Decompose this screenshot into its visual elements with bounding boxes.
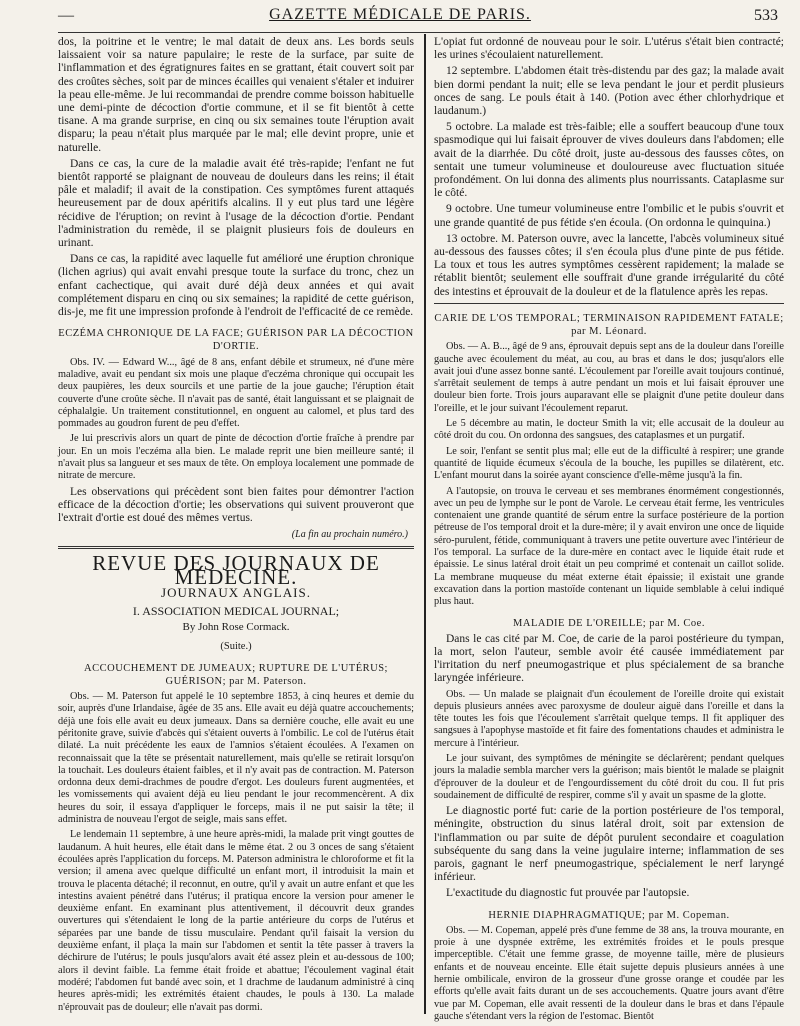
left-paragraph: Dans ce cas, la rapidité avec laquelle fut amélioré une éruption chronique (lichen agrius) qui avait envahi presque toute la surface du tronc, chez un enfant cachectique, qui avait duré déjà deux années et qui avait complétement disparu en cinq ou six semaines; la rapidité de cette guérison, dis-je, me fit une impression profonde à l'endroit de l'efficacité de ce remède. <box>58 253 414 319</box>
right-paragraph: Le jour suivant, des symptômes de méningite se déclarèrent; pendant quelques jours la maladie sembla marcher vers la guérison; mais bientôt le malade se plaignit d'éprouver de la douleur et de l'engourdissement du côté droit du cou. Il fut pris soudainement de difficulté de respirer, comme s'il y avait un spasme de la glotte. <box>434 753 784 801</box>
right-paragraph: Le 5 décembre au matin, le docteur Smith la vit; elle accusait de la douleur au côté droit du cou. On ordonna des sangsues, des cataplasmes et un purgatif. <box>434 418 784 442</box>
column-divider <box>424 34 426 1014</box>
right-paragraph: Obs. — M. Copeman, appelé près d'une femme de 38 ans, la trouva mourante, en proie à une dyspnée extrême, les extrémités froides et le pouls presque imperceptible. C'était une femme grasse, de moyenne taille, mère de plusieurs enfants et de nouveau enceinte. Elle était sujette depuis plusieurs années à une hernie ombilicale, environ de la grosseur d'une grosse orange et coudée par les efforts qu'elle avait faits durant un de ses accouchements. Quatre jours avant d'être vue par M. Copeman, elle avait ressenti de la douleur dans le bras et dans l'épaule gauche s'étendant vers la région de l'estomac. Bientôt <box>434 924 784 1022</box>
right-paragraph: 5 octobre. La malade est très-faible; elle a souffert beaucoup d'une toux spasmodique qui lui faisait éprouver de vives douleurs dans l'abdomen; elle avait de la diarrhée. Du côté droit, juste au-dessous des fausses côtes, on sentait une tumeur volumineuse et douloureuse avec fluctuation située profondément. On lui donna des aliments plus nourrissants. Cataplasme sur le côté. <box>434 121 784 200</box>
review-subtitle: JOURNAUX ANGLAIS. <box>161 584 311 600</box>
left-paragraph: Dans ce cas, la cure de la maladie avait été très-rapide; l'enfant ne fut bientôt rapporté se plaignant de nouveau de douleurs dans les reins; il était pâle et maladif; il avait de la constipation. Ces symptômes furent attaqués heureusement par de doux apéritifs alcalins. Il y eut plus tard une légère récidive de l'éruption; on revint à l'usage de la décoction d'ortie. Pendant l'administration du remède, il se plaignit plusieurs fois de douleurs en urinant. <box>58 157 414 250</box>
right-paragraph: Le soir, l'enfant se sentit plus mal; elle eut de la difficulté à respirer; une grande quantité de liquide écumeux s'écoula de la bouche, les pupilles se dilatèrent, etc. L'enfant mourut dans la soirée ayant conscience d'elle-même jusqu'à la fin. <box>434 445 784 482</box>
right-column <box>434 36 784 1026</box>
left-paragraph: Je lui prescrivis alors un quart de pinte de décoction d'ortie fraîche à prendre par jour. En un mois l'eczéma alla bien. Le malade reprit une bien meilleure santé; il n'avait plus sa langueur et ses maux de tête. On employa localement une pommade de nitrate de mercure. <box>58 433 414 482</box>
right-paragraph: Le diagnostic porté fut: carie de la portion postérieure de l'os temporal, méningite, obstruction du sinus latéral droit, soit par extension de l'inflammation ou par suite de dépôt purulent secondaire et coagulation subséquente du sang dans la veine jugulaire interne; inflammation de ses parois, gagnant le nerf pneumogastrique, spécialement le nerf laryngé inférieur. <box>434 805 784 884</box>
journal-title: GAZETTE MÉDICALE DE PARIS. <box>269 6 531 23</box>
right-paragraph: 13 octobre. M. Paterson ouvre, avec la lancette, l'abcès volumineux situé au-dessous des fausses côtes; il s'en écoula plus d'une pinte de pus fétide. La toux et tous les autres symptômes cessèrent rapidement; la malade se rétablit bientôt; seulement elle souffrait d'une grande irrégularité du côté des intestins et éprouvait de la douleur et de la flatulence après les repas. <box>434 232 784 298</box>
right-paragraph: Dans le cas cité par M. Coe, de carie de la paroi postérieure du tympan, la mort, selon l'auteur, semble avoir été causée immédiatement par l'irritation du nerf pneumogastrique et plus spécialement de sa branche laryngée inférieure. <box>434 632 784 685</box>
case-title-hernie: HERNIE DIAPHRAGMATIQUE; par M. Copeman. <box>488 909 730 921</box>
right-paragraph: Obs. — A. B..., âgé de 9 ans, éprouvait depuis sept ans de la douleur dans l'oreille gauche avec écoulement du méat, au cou, au bras et dans le dos; jusqu'alors elle avait joui d'une assez bonne santé. L'écoulement par l'oreille avait toujours continué, s'arrêtait seulement de temps à autre pendant un mois et lui faisait éprouver une douleur bien forte. Trois jours auparavant elle se plaignit d'une petite douleur dans l'oreille, et le jour suivant l'écoulement reparut. <box>434 341 784 414</box>
section-rule <box>434 303 784 304</box>
left-paragraph: Obs. — M. Paterson fut appelé le 10 septembre 1853, à cinq heures et demie du soir, auprès d'une Irlandaise, âgée de 35 ans. Elle avait eu déjà quatre accouchements; déjà une fois elle avait eu deux jumeaux. Dans sa dernière couche, elle avait eu une péritonite grave, suivie d'abcès qui s'étaient ouverts à l'ombilic. Le col de l'utérus était dilaté. La nuit précédente les eaux de l'amnios s'étaient écoulées. A l'examen on reconnaissait que la tête se présentait naturellement, mais qu'elle se retirait lorsqu'on la touchait. Les douleurs étaient faibles, et il n'y avait pas de contraction. M. Paterson ordonna deux demi-drachmes de poudre d'ergot. Les douleurs furent augmentées, et les vomissements qui avaient déjà eu lieu pendant le jour recommencèrent. A dix heures du soir, il essaya d'appliquer le forceps, mais il ne put saisir la tête; il administra de nouveau l'ergot de seigle, mais sans effet. <box>58 691 414 826</box>
right-paragraph: L'opiat fut ordonné de nouveau pour le soir. L'utérus s'était bien contracté; les urines s'écoulaient naturellement. <box>434 36 784 62</box>
right-paragraph: L'exactitude du diagnostic fut prouvée par l'autopsie. <box>446 887 690 900</box>
case-title-oreille: MALADIE DE L'OREILLE; par M. Coe. <box>513 617 705 629</box>
left-column <box>58 36 414 1017</box>
left-paragraph: dos, la poitrine et le ventre; le mal datait de deux ans. Les bords seuls laissaient voir sa nature papulaire; le reste de la surface, par suite de l'inflammation et des égratignures faites en se grattant, était couvert soit par des croûtes sèches, soit par de minces écailles qui venaient s'étaler et induirer la peau elle-même. Je lui recommandai de prendre comme boisson habituelle une demi-pinte de décoction d'ortie commune, et il se fit bientôt à cette tisane. A ma grande surprise, en cinq ou six semaines toute l'éruption avait disparu; la peau n'était plus marquée par le mal; elle devint propre, unie et naturelle. <box>58 36 414 154</box>
right-paragraph: 9 octobre. Une tumeur volumineuse entre l'ombilic et le pubis s'ouvrit et une grande quantité de pus fétide s'en écoula. (On ordonna le quinquina.) <box>434 203 784 229</box>
right-paragraph: 12 septembre. L'abdomen était très-distendu par des gaz; la malade avait bien dormi pendant la nuit; elle se leva pendant le jour et perdit plusieurs onces de sang. Le pouls était à 140. (Potion avec éther chlorhydrique et laudanum.) <box>434 65 784 118</box>
suite-label: (Suite.) <box>220 641 252 653</box>
case-title-jumeaux: ACCOUCHEMENT DE JUMEAUX; RUPTURE DE L'UTÉRUS; GUÉRISON; par M. Paterson. <box>84 662 388 687</box>
article-byline: By John Rose Cormack. <box>182 621 290 634</box>
case-title-carie: CARIE DE L'OS TEMPORAL; TERMINAISON RAPIDEMENT FATALE; par M. Léonard. <box>434 312 784 338</box>
header-rule <box>58 32 780 33</box>
page-number: 533 <box>754 7 778 24</box>
section-rule <box>58 546 414 549</box>
continuation-note: (La fin au prochain numéro.) <box>291 529 408 541</box>
left-paragraph: Obs. IV. — Edward W..., âgé de 8 ans, enfant débile et strumeux, né d'une mère maladive, avait eu pendant six mois une plaque d'eczéma chronique qui occupait les deux paupières, les deux sourcils et une partie de la joue gauche; l'éruption était couverte d'une croûte sèche. Il n'avait pas de santé, était languissant et se plaignait de céphalalgie. Un traitement constitutionnel, en onguent au calomel, et plus tard des pommades au goudron furent de peu d'effet. <box>58 356 414 430</box>
header-mark: — <box>58 7 74 24</box>
right-paragraph: Obs. — Un malade se plaignait d'un écoulement de l'oreille droite qui existait depuis plusieurs années avec paroxysme de douleur aiguë dans l'oreille et dans la tête toutes les fois que l'écoulement s'arrêtait quelque temps. Il fit appliquer des sangsues à l'apophyse mastoïde et fit faire des fomentations chaudes et administra le mercure à l'intérieur. <box>434 688 784 749</box>
page-header <box>0 0 800 40</box>
review-title: REVUE DES JOURNAUX DE MÉDECINE. <box>92 551 380 589</box>
left-paragraph: Le lendemain 11 septembre, à une heure après-midi, la malade prit vingt gouttes de laudanum. A huit heures, elle était dans le même état. 2 ou 3 onces de sang s'étaient écoulées après l'application du forceps. M. Paterson administra le chloroforme et fit la version; il amena avec quelque difficulté un enfant mort, il introduisit la main et trouva le placenta détaché; il reconnut, en outre, qu'il y avait un autre enfant et que les intestins avaient pénétré dans l'utérus; il pratiqua encore la version pour amener le deuxième enfant. En examinant plus attentivement, il découvrit deux grandes ouvertures qui s'étendaient le long de la partie antérieure du corps de l'utérus et séparées par une bande de tissu musculaire. Pendant qu'il faisait la version du deuxième enfant, il plaça la main sur l'abdomen et sentit la tête passer à travers la déchirure de l'utérus; le pouls jusqu'alors avait été assez plein et au-dessous de 100; alors il devint faible. La femme était froide et abattue; l'écoulement vaginal était modéré; l'abdomen fut bandé avec soin, et 1 drachme de laudanum administré à cinq heures après-midi; les extrémités étaient chaudes, le pouls à 130. La malade n'éprouvait pas de douleur; elle n'avait pas dormi. <box>58 829 414 1013</box>
right-paragraph: A l'autopsie, on trouva le cerveau et ses membranes énormément congestionnés, avec un peu de lymphe sur le pont de Varole. Le cerveau était ferme, les ventricules contenaient une grande quantité de sérum entre la surface postérieure de la portion pétreuse de l'os temporal droit et la dure-mère; il y avait environ une once de liquide séro-purulent, fétide, communiquant à travers une petite ouverture avec l'intérieur de l'os temporal. La surface de la dure-mère en contact avec le liquide était rude et épaissie. Le sinus latéral droit était un peu comprimé et contenait un caillot solide. La membrane muqueuse du méat externe était épaissie; il existait une grande excavation dans la portion mastoïde contenant un liquide semblable à celui indiqué plus haut. <box>434 485 784 608</box>
left-paragraph: Les observations qui précèdent sont bien faites pour démontrer l'action efficace de la décoction d'ortie; les observations qui suivent prouveront que l'extrait d'ortie est doué des mêmes vertus. <box>58 485 414 525</box>
section-title-eczema: ECZÉMA CHRONIQUE DE LA FACE; GUÉRISON PAR LA DÉCOCTION D'ORTIE. <box>58 328 414 353</box>
article-title: I. ASSOCIATION MEDICAL JOURNAL; <box>132 604 340 619</box>
